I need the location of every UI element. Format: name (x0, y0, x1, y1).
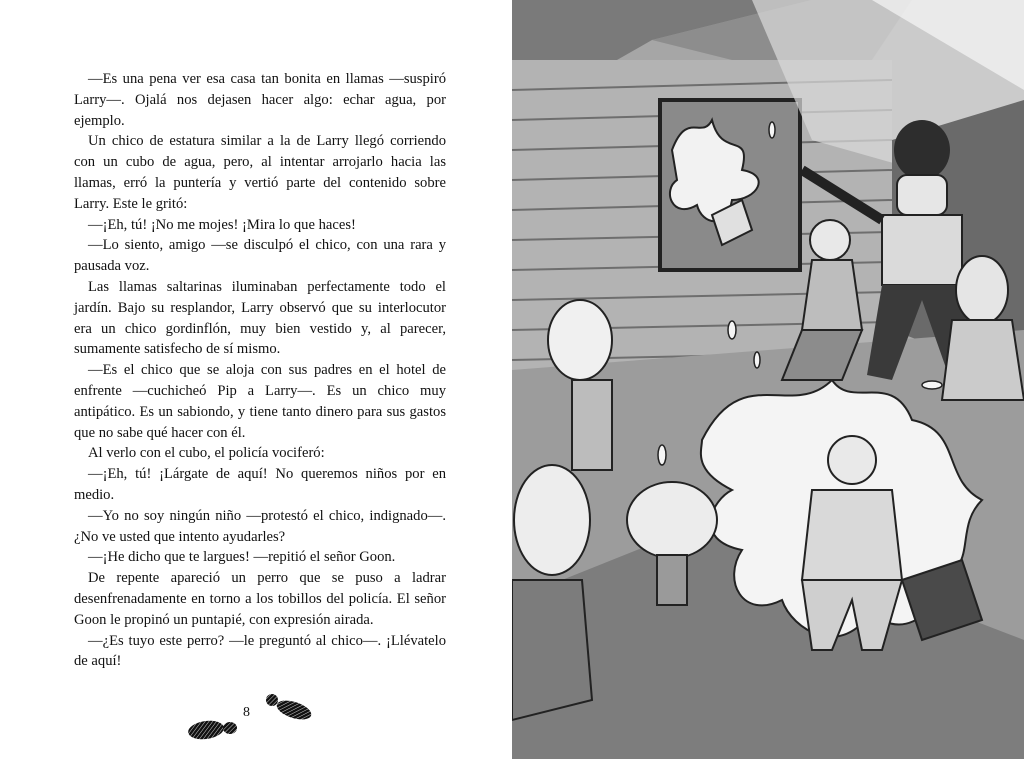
body-text (74, 69, 446, 672)
paragraph: —Yo no soy ningún niño —protestó el chico, indignado—. ¿No ve usted que intento ayudarles? (74, 507, 446, 545)
page-footer (0, 700, 512, 750)
illustration-page (512, 0, 1024, 759)
paragraph: Al verlo con el cubo, el policía vociferó: (88, 445, 325, 462)
paragraph: Las llamas saltarinas iluminaban perfectamente todo el jardín. Bajo su resplandor, Larry observó que su interlocutor era un chico gordinflón, muy bien vestido y, al parecer, sumamente satisfecho de sí mismo. (74, 278, 446, 358)
paragraph: —¡Eh, tú! ¡No me mojes! ¡Mira lo que haces! (88, 216, 356, 233)
footprint-left-icon (184, 718, 244, 758)
paragraph: —¿Es tuyo este perro? —le preguntó al chico—. ¡Llévatelo de aquí! (74, 632, 446, 670)
paragraph: —Es el chico que se aloja con sus padres en el hotel de enfrente —cuchicheó Pip a Larry—. Es un chico muy antipático. Es un sabiondo, y tiene tanto dinero para sus gastos que no sabe qué hacer con él. (74, 362, 446, 441)
water-splash-scene-icon (512, 0, 1024, 759)
page-number: 8 (243, 705, 250, 720)
paragraph: —Lo siento, amigo —se disculpó el chico, con una rara y pausada voz. (74, 237, 446, 275)
paragraph: —Es una pena ver esa casa tan bonita en llamas —suspiró Larry—. Ojalá nos dejasen hacer algo: echar agua, por ejemplo. (74, 71, 446, 129)
paragraph: —¡Eh, tú! ¡Lárgate de aquí! No queremos niños por en medio. (74, 466, 446, 503)
footprint-right-icon (262, 690, 322, 730)
paragraph: —¡He dicho que te largues! —repitió el señor Goon. (88, 549, 396, 566)
paragraph: Un chico de estatura similar a la de Larry llegó corriendo con un cubo de agua, pero, al intentar arrojarlo hacia las llamas, erró la puntería y vertió parte del contenido sobre Larry. Este le gritó: (74, 133, 446, 212)
paragraph: De repente apareció un perro que se puso a ladrar desenfrenadamente en torno a los tobillos del policía. El señor Goon le propinó un puntapié, con expresión airada. (74, 570, 446, 628)
